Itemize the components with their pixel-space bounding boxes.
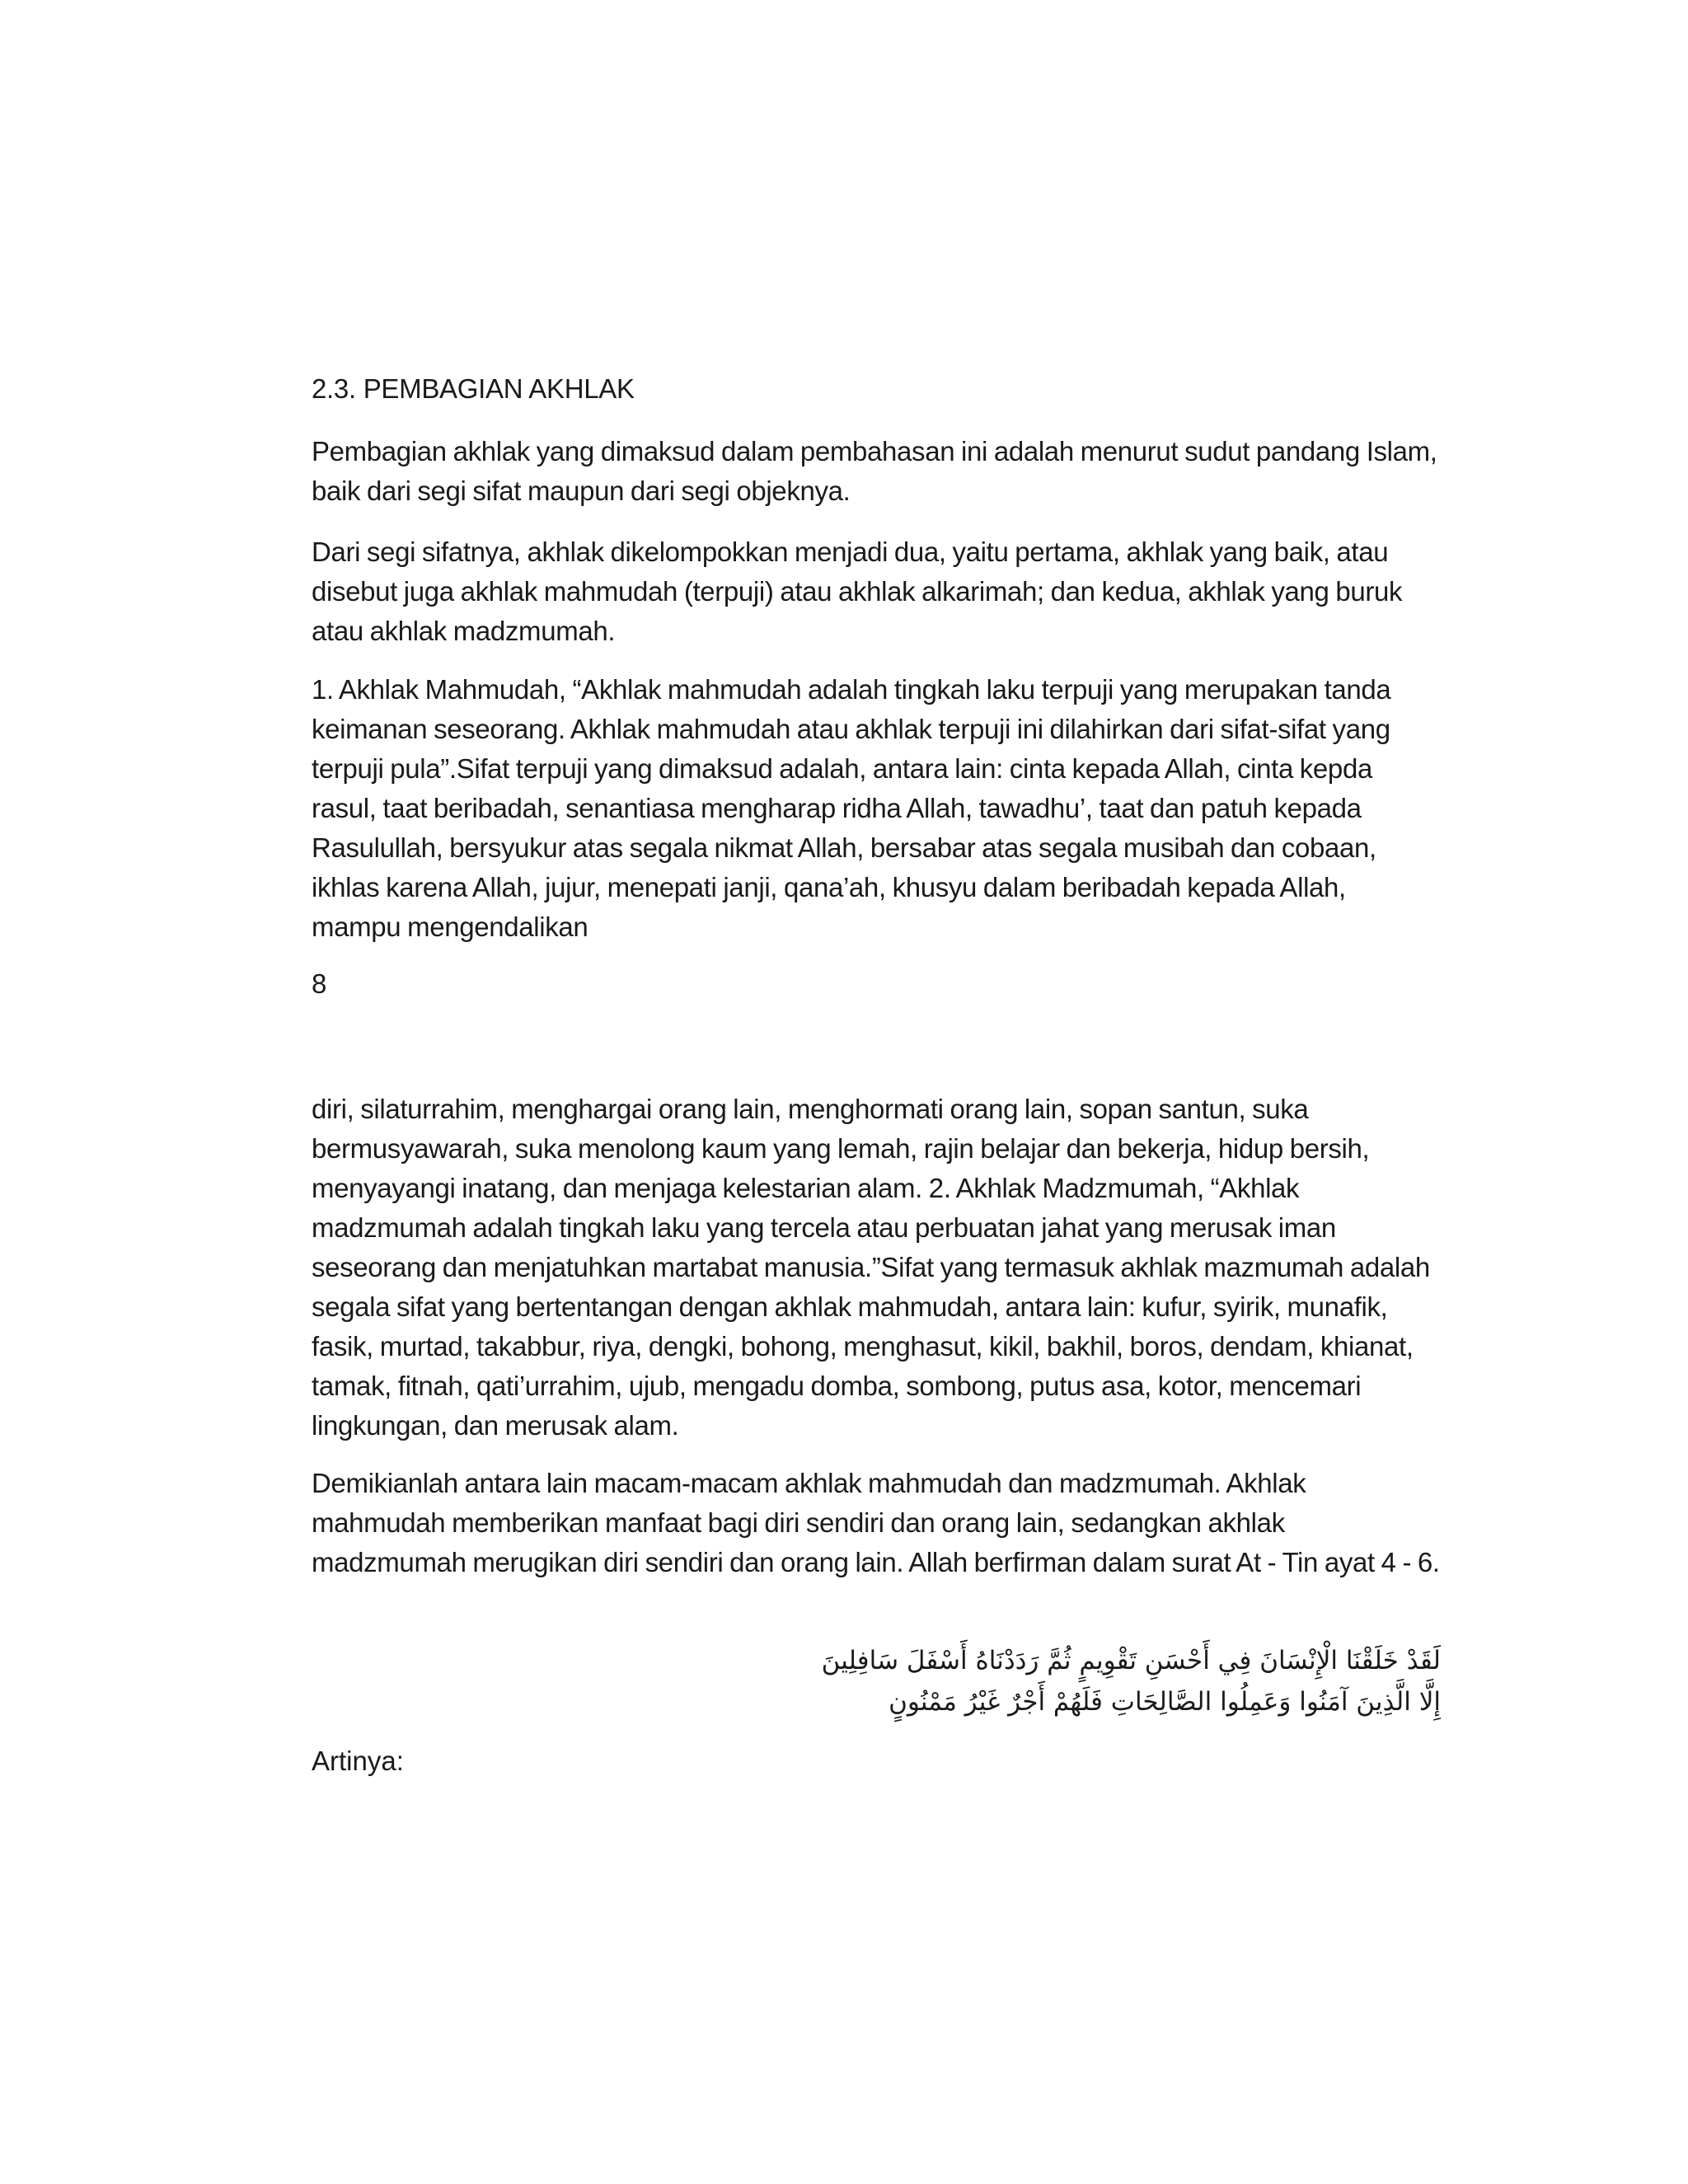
page-number: 8 — [312, 968, 327, 999]
paragraph-intro: Pembagian akhlak yang dimaksud dalam pembahasan ini adalah menurut sudut pandang Islam, baik dari segi sifat maupun dari segi objeknya. — [312, 436, 1437, 506]
section-heading: 2.3. PEMBAGIAN AKHLAK — [312, 373, 635, 404]
paragraph-sifat: Dari segi sifatnya, akhlak dikelompokkan menjadi dua, yaitu pertama, akhlak yang baik, atau disebut juga akhlak mahmudah (terpuji) atau akhlak alkarimah; dan kedua, akhlak yang buruk atau akhlak madzmumah. — [312, 537, 1403, 646]
paragraph-akhlak-mahmudah: 1. Akhlak Mahmudah, “Akhlak mahmudah adalah tingkah laku terpuji yang merupakan tanda keimanan seseorang. Akhlak mahmudah atau akhlak terpuji ini dilahirkan dari sifat-sifat yang terpuji pula”.Sifat terpuji yang dimaksud adalah, antara lain: cinta kepada Allah, cinta kepda rasul, taat beribadah, senantiasa mengharap ridha Allah, tawadhu’, taat dan patuh kepada Rasulullah, bersyukur atas segala nikmat Allah, bersabar atas segala musibah dan cobaan, ikhlas karena Allah, jujur, menepati janji, qana’ah, khusyu dalam beribadah kepada Allah, mampu mengendalikan — [312, 674, 1391, 942]
paragraph-conclusion: Demikianlah antara lain macam-macam akhlak mahmudah dan madzmumah. Akhlak mahmudah memberikan manfaat bagi diri sendiri dan orang lain, sedangkan akhlak madzmumah merugikan diri sendiri dan orang lain. Allah berfirman dalam surat At - Tin ayat 4 - 6. — [312, 1468, 1440, 1577]
translation-label: Artinya: — [312, 1746, 404, 1776]
paragraph-akhlak-madzmumah: diri, silaturrahim, menghargai orang lain, menghormati orang lain, sopan santun, suka bermusyawarah, suka menolong kaum yang lemah, rajin belajar dan bekerja, hidup bersih, menyayangi inatang, dan menjaga kelestarian alam. 2. Akhlak Madzmumah, “Akhlak madzmumah adalah tingkah laku yang tercela atau perbuatan jahat yang merusak iman seseorang dan menjatuhkan martabat manusia.”Sifat yang termasuk akhlak mazmumah adalah segala sifat yang bertentangan dengan akhlak mahmudah, antara lain: kufur, syirik, munafik, fasik, murtad, takabbur, riya, dengki, bohong, menghasut, kikil, bakhil, boros, dendam, khianat, tamak, fitnah, qati’urrahim, ujub, mengadu domba, sombong, putus asa, kotor, mencemari lingkungan, dan merusak alam. — [312, 1094, 1430, 1441]
arabic-verse-line-2: إِلَّا الَّذِينَ آمَنُوا وَعَمِلُوا الصَّالِحَاتِ فَلَهُمْ أَجْرٌ غَيْرُ مَمْنُونٍ — [889, 1687, 1441, 1717]
arabic-verse-line-1: لَقَدْ خَلَقْنَا الْإِنْسَانَ فِي أَحْسَنِ تَقْوِيمٍ ثُمَّ رَدَدْنَاهُ أَسْفَلَ سَافِلِينَ — [821, 1646, 1441, 1675]
arabic-verse — [312, 1640, 1441, 1722]
